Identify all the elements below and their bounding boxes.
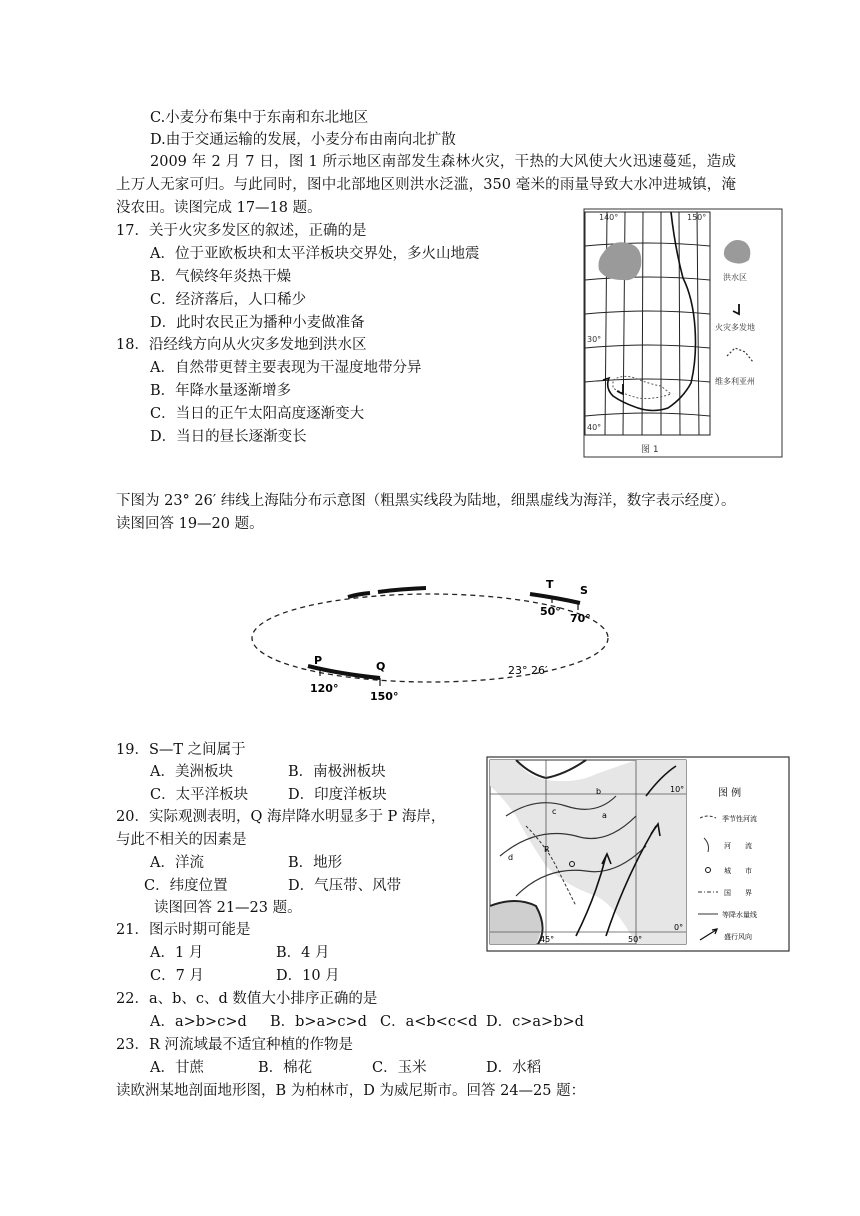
label-r: R bbox=[544, 845, 550, 854]
label-latitude: 23° 26′ bbox=[508, 664, 548, 677]
q22-stem: 22．a、b、c、d 数值大小排序正确的是 bbox=[116, 991, 378, 1007]
q21-option-d: D．10 月 bbox=[276, 968, 340, 984]
q17-option-b: B．气候终年炎热干燥 bbox=[150, 269, 292, 285]
option-d-line: D.由于交通运输的发展，小麦分布由南向北扩散 bbox=[150, 132, 456, 148]
label-50: 50° bbox=[540, 605, 561, 618]
q22-option-c: C．a<b<c<d bbox=[380, 1014, 478, 1030]
q18-option-d: D．当日的昼长逐渐变长 bbox=[150, 429, 307, 445]
q22-option-d: D．c>a>b>d bbox=[486, 1014, 584, 1030]
q23-option-b: B．棉花 bbox=[258, 1060, 313, 1076]
figure-3-map bbox=[486, 756, 790, 952]
q21-option-b: B．4 月 bbox=[276, 945, 330, 961]
q18-option-b: B．年降水量逐渐增多 bbox=[150, 383, 292, 399]
legend-wind: 盛行风向 bbox=[724, 933, 752, 941]
q21-option-c: C．7 月 bbox=[150, 968, 204, 984]
q20-option-c: C．纬度位置 bbox=[144, 878, 228, 894]
q19-option-b: B．南极洲板块 bbox=[288, 764, 386, 780]
q17-option-a: A．位于亚欧板块和太平洋板块交界处，多火山地震 bbox=[150, 246, 480, 262]
q22-option-b: B．b>a>c>d bbox=[270, 1014, 367, 1030]
lat-0: 0° bbox=[674, 923, 684, 932]
q19-stem: 19．S—T 之间属于 bbox=[116, 742, 246, 758]
q20-stem-2: 与此不相关的因素是 bbox=[116, 832, 247, 848]
q19-option-c: C．太平洋板块 bbox=[150, 787, 249, 803]
legend-city: 城 市 bbox=[724, 867, 752, 875]
label-c: c bbox=[552, 807, 557, 816]
label-p: P bbox=[314, 654, 323, 667]
q17-stem: 17．关于火灾多发区的叙述，正确的是 bbox=[116, 223, 367, 239]
q18-option-a: A．自然带更替主要表现为干湿度地带分异 bbox=[150, 360, 422, 376]
fig1-caption: 图 1 bbox=[641, 445, 659, 455]
q21-stem: 21．图示时期可能是 bbox=[116, 922, 251, 938]
label-150: 150° bbox=[370, 690, 399, 703]
q23-stem: 23．R 河流域最不适宜种植的作物是 bbox=[116, 1037, 353, 1053]
label-t: T bbox=[546, 578, 554, 591]
fig1-lat-30: 30° bbox=[587, 335, 602, 344]
land-segment-st bbox=[530, 594, 580, 603]
q22-option-a: A．a>b>c>d bbox=[150, 1014, 247, 1030]
fig1-lon-150: 150° bbox=[687, 213, 707, 222]
passage-2: 下图为 23° 26′ 纬线上海陆分布示意图（粗黑实线段为陆地，细黑虚线为海洋，数字表示经度）。读图回答 19—20 题。 bbox=[116, 493, 736, 532]
legend-title: 图 例 bbox=[718, 788, 742, 799]
legend-isohyet: 等降水量线 bbox=[722, 911, 757, 919]
lat-10: 10° bbox=[670, 785, 685, 794]
q17-option-c: C．经济落后，人口稀少 bbox=[150, 292, 307, 308]
fig1-lat-40: 40° bbox=[587, 423, 602, 432]
q23-option-c: C．玉米 bbox=[372, 1060, 427, 1076]
land-segment-pq bbox=[308, 666, 380, 678]
legend-fire-label: 火灾多发地 bbox=[715, 323, 755, 332]
legend-border: 国 界 bbox=[724, 889, 752, 897]
legend-river: 河 流 bbox=[724, 842, 752, 850]
legend-seasonal: 季节性河流 bbox=[722, 815, 757, 823]
option-c-line: C.小麦分布集中于东南和东北地区 bbox=[150, 110, 369, 126]
label-s: S bbox=[580, 584, 588, 597]
q23-option-d: D．水稻 bbox=[486, 1060, 542, 1076]
lon-50: 50° bbox=[628, 935, 643, 944]
q20-option-b: B．地形 bbox=[288, 855, 343, 871]
legend-victoria-label: 维多利亚州 bbox=[715, 377, 755, 386]
q20-option-a: A．洋流 bbox=[150, 855, 204, 871]
legend-flood-label: 洪水区 bbox=[723, 273, 747, 282]
q23-option-a: A．甘蔗 bbox=[150, 1060, 204, 1076]
lon-45: 45° bbox=[540, 935, 555, 944]
q18-option-c: C．当日的正午太阳高度逐渐变大 bbox=[150, 406, 365, 422]
land-segment-2 bbox=[378, 588, 426, 592]
label-a: a bbox=[602, 811, 607, 820]
q19-option-a: A．美洲板块 bbox=[150, 764, 233, 780]
label-120: 120° bbox=[310, 682, 339, 695]
q20-stem-1: 20．实际观测表明，Q 海岸降水明显多于 P 海岸， bbox=[116, 809, 446, 825]
label-70: 70° bbox=[570, 612, 591, 625]
figure-2-latitude-ring bbox=[240, 570, 620, 710]
label-q: Q bbox=[376, 660, 386, 673]
fig1-lon-140: 140° bbox=[599, 213, 619, 222]
figure-1-map bbox=[583, 208, 783, 458]
q18-stem: 18．沿经线方向从火灾多发地到洪水区 bbox=[116, 337, 367, 353]
label-b: b bbox=[596, 787, 602, 796]
q20-option-d: D．气压带、风带 bbox=[288, 878, 402, 894]
q17-option-d: D．此时农民正为播种小麦做准备 bbox=[150, 315, 365, 331]
label-d: d bbox=[508, 853, 514, 862]
passage-3: 读欧洲某地剖面地形图，B 为柏林市，D 为威尼斯市。回答 24—25 题： bbox=[116, 1083, 586, 1099]
q19-option-d: D．印度洋板块 bbox=[288, 787, 387, 803]
q21-option-a: A．1 月 bbox=[150, 945, 204, 961]
passage-1: 2009 年 2 月 7 日，图 1 所示地区南部发生森林火灾，干热的大风使大火迅速蔓延，造成上万人无家可归。与此同时，图中北部地区则洪水泛滥，350 毫米的雨量导致大水冲进城镇，淹没农田。读图完成 17—18 题。 bbox=[116, 154, 736, 216]
lead-21-23: 读图回答 21—23 题。 bbox=[154, 900, 302, 916]
